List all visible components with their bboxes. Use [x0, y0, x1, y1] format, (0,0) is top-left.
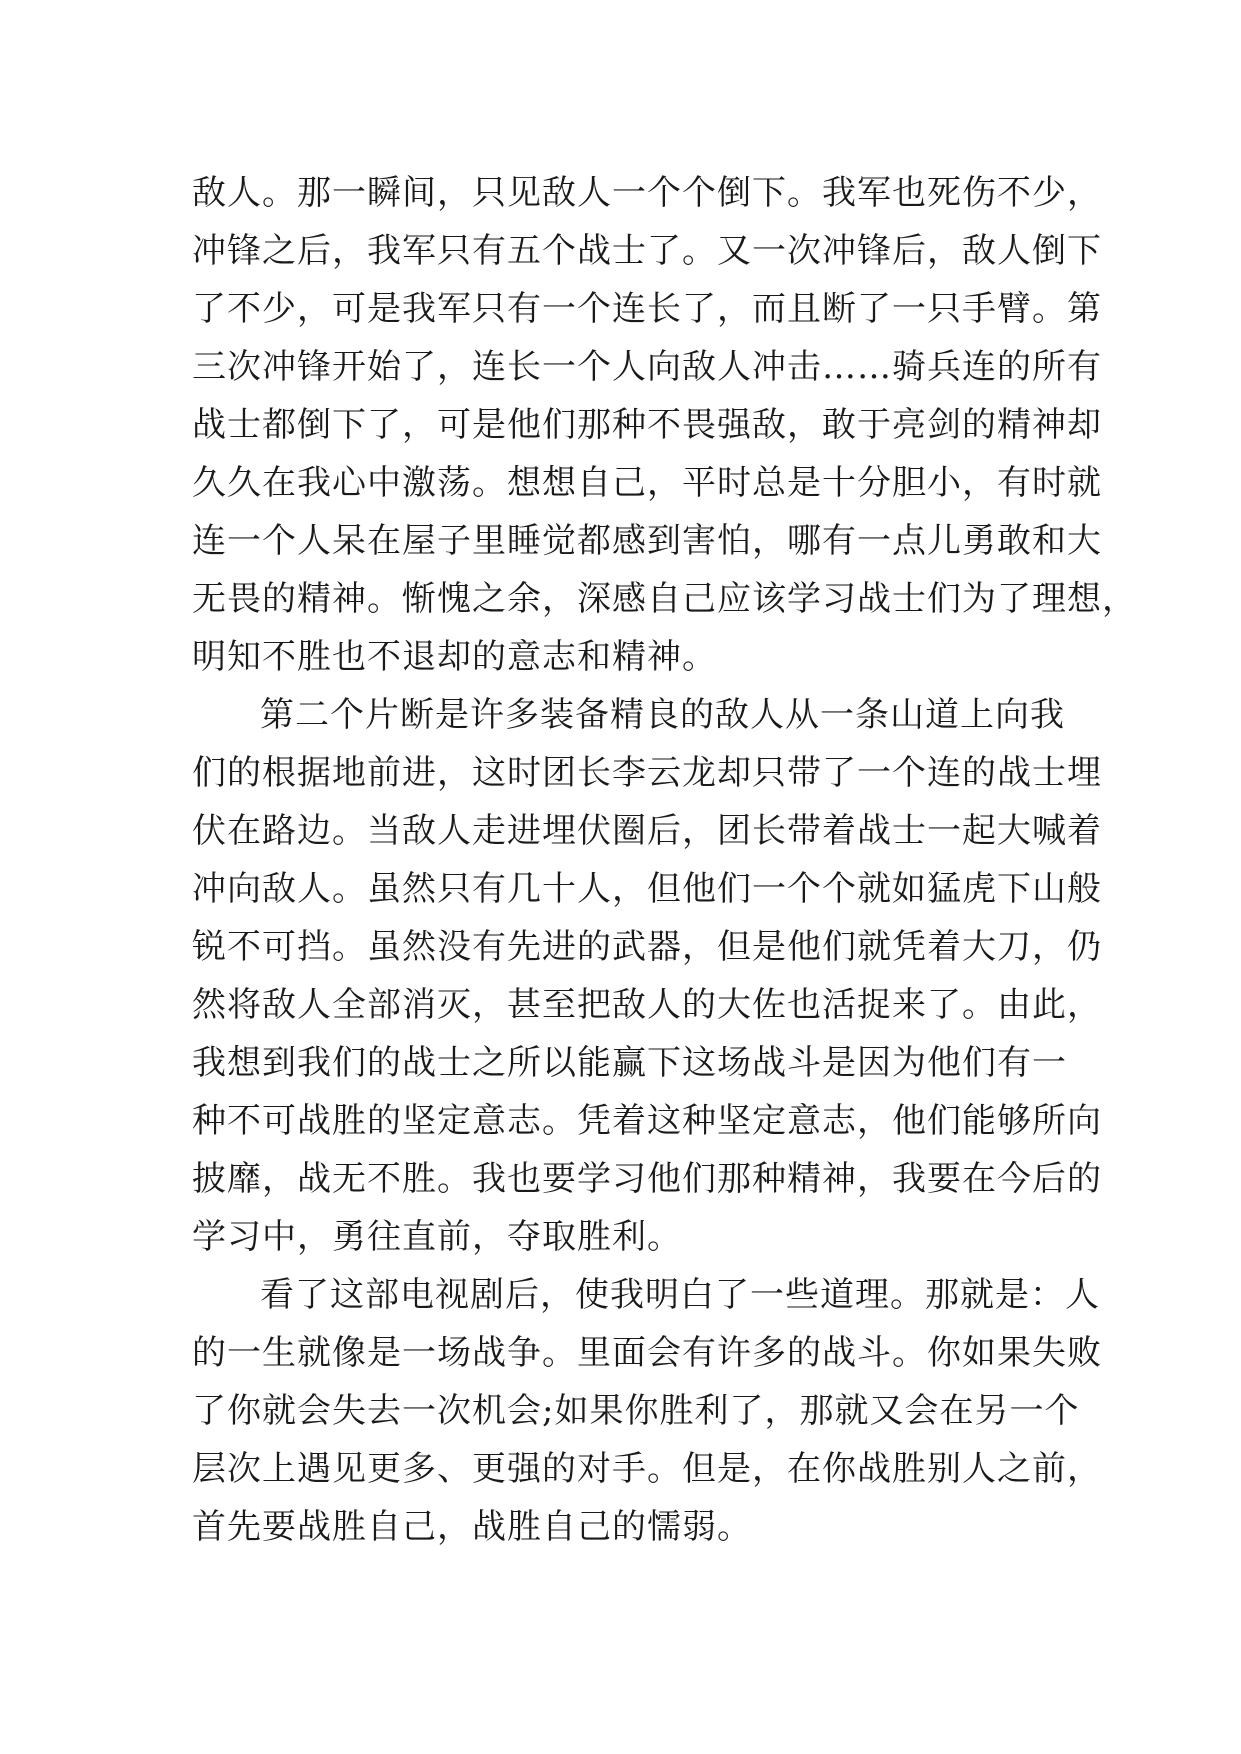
text-line: 伏在路边。当敌人走进埋伏圈后，团长带着战士一起大喊着 — [192, 811, 1102, 851]
text-line: 三次冲锋开始了，连长一个人向敌人冲击……骑兵连的所有 — [192, 347, 1102, 387]
text-line: 学习中，勇往直前，夺取胜利。 — [192, 1217, 682, 1257]
paragraph-3 — [192, 1266, 1102, 1556]
text-line: 冲锋之后，我军只有五个战士了。又一次冲锋后，敌人倒下 — [192, 231, 1102, 271]
text-line: 们的根据地前进，这时团长李云龙却只带了一个连的战士埋 — [192, 753, 1102, 793]
text-line: 首先要战胜自己，战胜自己的懦弱。 — [192, 1507, 752, 1547]
text-line: 了你就会失去一次机会;如果你胜利了，那就又会在另一个 — [192, 1391, 1080, 1431]
text-line: 看了这部电视剧后，使我明白了一些道理。那就是：人 — [260, 1275, 1100, 1315]
text-line: 久久在我心中激荡。想想自己，平时总是十分胆小，有时就 — [192, 463, 1102, 503]
text-line: 敌人。那一瞬间，只见敌人一个个倒下。我军也死伤不少， — [192, 173, 1102, 213]
paragraph-1 — [192, 164, 1137, 686]
text-line: 锐不可挡。虽然没有先进的武器，但是他们就凭着大刀，仍 — [192, 927, 1102, 967]
text-line: 连一个人呆在屋子里睡觉都感到害怕，哪有一点儿勇敢和大 — [192, 521, 1102, 561]
text-line: 明知不胜也不退却的意志和精神。 — [192, 637, 717, 677]
text-line: 的一生就像是一场战争。里面会有许多的战斗。你如果失败 — [192, 1333, 1102, 1373]
paragraph-2 — [192, 686, 1102, 1266]
text-line: 我想到我们的战士之所以能赢下这场战斗是因为他们有一 — [192, 1043, 1067, 1083]
text-line: 无畏的精神。惭愧之余，深感自己应该学习战士们为了理想， — [192, 579, 1137, 619]
text-line: 种不可战胜的坚定意志。凭着这种坚定意志，他们能够所向 — [192, 1101, 1102, 1141]
text-line: 冲向敌人。虽然只有几十人，但他们一个个就如猛虎下山般 — [192, 869, 1102, 909]
text-line: 了不少，可是我军只有一个连长了，而且断了一只手臂。第 — [192, 289, 1102, 329]
text-line: 第二个片断是许多装备精良的敌人从一条山道上向我 — [260, 695, 1065, 735]
body-text — [192, 164, 1137, 1556]
text-line: 然将敌人全部消灭，甚至把敌人的大佐也活捉来了。由此， — [192, 985, 1102, 1025]
text-line: 战士都倒下了，可是他们那种不畏强敌，敢于亮剑的精神却 — [192, 405, 1102, 445]
text-line: 层次上遇见更多、更强的对手。但是，在你战胜别人之前， — [192, 1449, 1102, 1489]
text-line: 披靡，战无不胜。我也要学习他们那种精神，我要在今后的 — [192, 1159, 1102, 1199]
